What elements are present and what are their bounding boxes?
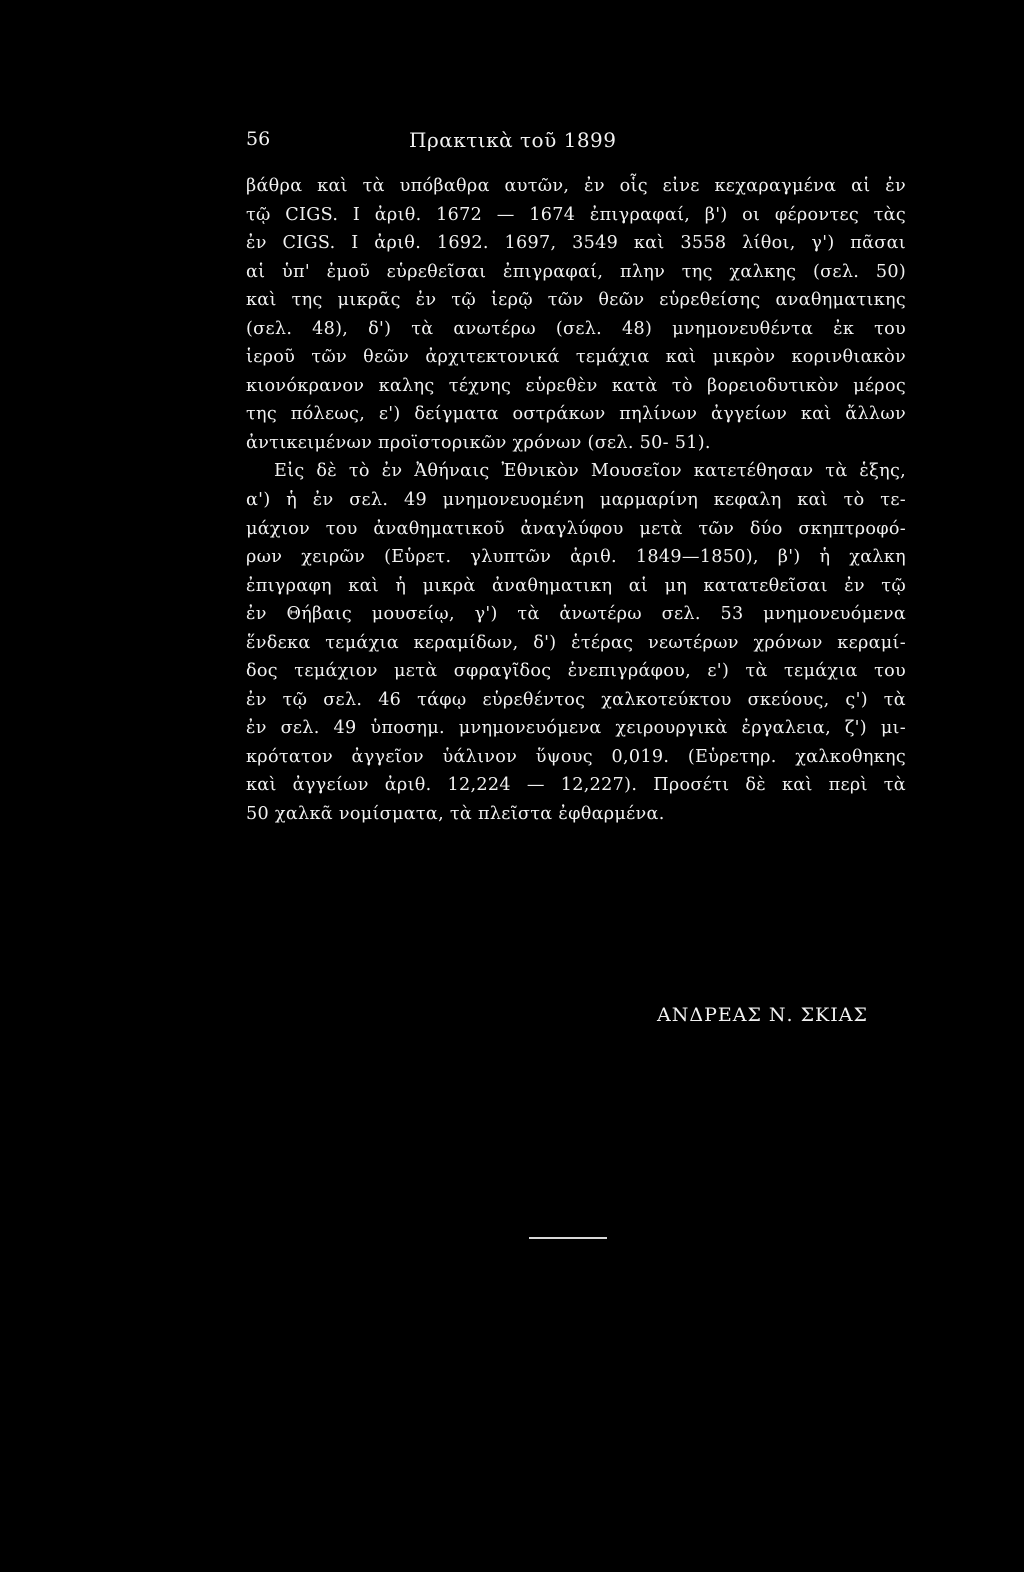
text-line: (σελ. 48), δ') τὰ ανωτέρω (σελ. 48) μνημονευθέντα ἐκ του xyxy=(246,318,906,339)
text-line: ἐν τῷ σελ. 46 τάφῳ εὑρεθέντος χαλκοτεύκτου σκεύους, ς') τὰ xyxy=(246,689,906,710)
text-line: ἐν CIGS. I ἀριθ. 1692. 1697, 3549 καὶ 3558 λίθοι, γ') πᾶσαι xyxy=(246,233,906,254)
section-end-rule xyxy=(529,1237,607,1239)
text-line: ἐν σελ. 49 ὑποσημ. μνημονευόμενα χειρουργικὰ ἐργαλεια, ζ') μι- xyxy=(246,718,906,739)
body-text xyxy=(246,172,906,829)
text-line: τῷ CIGS. I ἀριθ. 1672 — 1674 ἐπιγραφαί, β') οι φέροντες τὰς xyxy=(246,204,906,225)
author-signature: ΑΝΔΡΕΑΣ Ν. ΣΚΙΑΣ xyxy=(657,1004,868,1026)
text-line: ἐν Θήβαις μουσείῳ, γ') τὰ ἀνωτέρω σελ. 53 μνημονευόμενα xyxy=(246,604,906,625)
text-line: καὶ ἀγγείων ἀριθ. 12,224 — 12,227). Προσέτι δὲ καὶ περὶ τὰ xyxy=(246,775,906,796)
text-line: αἱ ὑπ' ἐμοῦ εὑρεθεῖσαι ἐπιγραφαί, πλην της χαλκης (σελ. 50) xyxy=(246,261,906,282)
text-line: 50 χαλκᾶ νομίσματα, τὰ πλεῖστα ἐφθαρμένα. xyxy=(246,804,665,825)
text-line: ρων χειρῶν (Εὑρετ. γλυπτῶν ἀριθ. 1849—1850), β') ἡ χαλκη xyxy=(246,547,906,568)
page-header xyxy=(246,128,906,160)
text-line: κρότατον ἀγγεῖον ὑάλινον ὕψους 0,019. (Εὑρετηρ. χαλκοθηκης xyxy=(246,746,906,767)
running-title: Πρακτικὰ τοῦ 1899 xyxy=(409,128,617,152)
text-line: καὶ της μικρᾶς ἐν τῷ ἱερῷ τῶν θεῶν εὑρεθείσης αναθηματικης xyxy=(246,290,906,311)
text-line: δος τεμάχιον μετὰ σφραγῖδος ἐνεπιγράφου, ε') τὰ τεμάχια του xyxy=(246,661,906,682)
page-number: 56 xyxy=(246,128,271,150)
text-line: Εἰς δὲ τὸ ἐν Ἀθήναις Ἐθνικὸν Μουσεῖον κατετέθησαν τὰ ἑξης, xyxy=(274,461,906,482)
text-line: ἕνδεκα τεμάχια κεραμίδων, δ') ἑτέρας νεωτέρων χρόνων κεραμί- xyxy=(246,632,906,653)
text-line: ἱεροῦ τῶν θεῶν ἀρχιτεκτονικά τεμάχια καὶ μικρὸν κορινθιακὸν xyxy=(246,347,906,368)
text-line: α') ἡ ἐν σελ. 49 μνημονευομένη μαρμαρίνη κεφαλη καὶ τὸ τε- xyxy=(246,490,906,511)
text-line: βάθρα καὶ τὰ υπόβαθρα αυτῶν, ἐν οἷς εἰνε κεχαραγμένα αἱ ἐν xyxy=(246,176,906,196)
text-line: της πόλεως, ε') δείγματα οστράκων πηλίνων ἀγγείων καὶ ἄλλων xyxy=(246,404,906,425)
text-line: ἐπιγραφη καὶ ἡ μικρὰ ἀναθηματικη αἱ μη κατατεθεῖσαι ἐν τῷ xyxy=(246,575,906,596)
text-line: μάχιον του ἀναθηματικοῦ ἀναγλύφου μετὰ τῶν δύο σκηπτροφό- xyxy=(246,518,906,539)
text-line: κιονόκρανον καλης τέχνης εὑρεθὲν κατὰ τὸ βορειοδυτικὸν μέρος xyxy=(246,375,906,396)
text-line: ἀντικειμένων προϊστορικῶν χρόνων (σελ. 50- 51). xyxy=(246,432,711,453)
